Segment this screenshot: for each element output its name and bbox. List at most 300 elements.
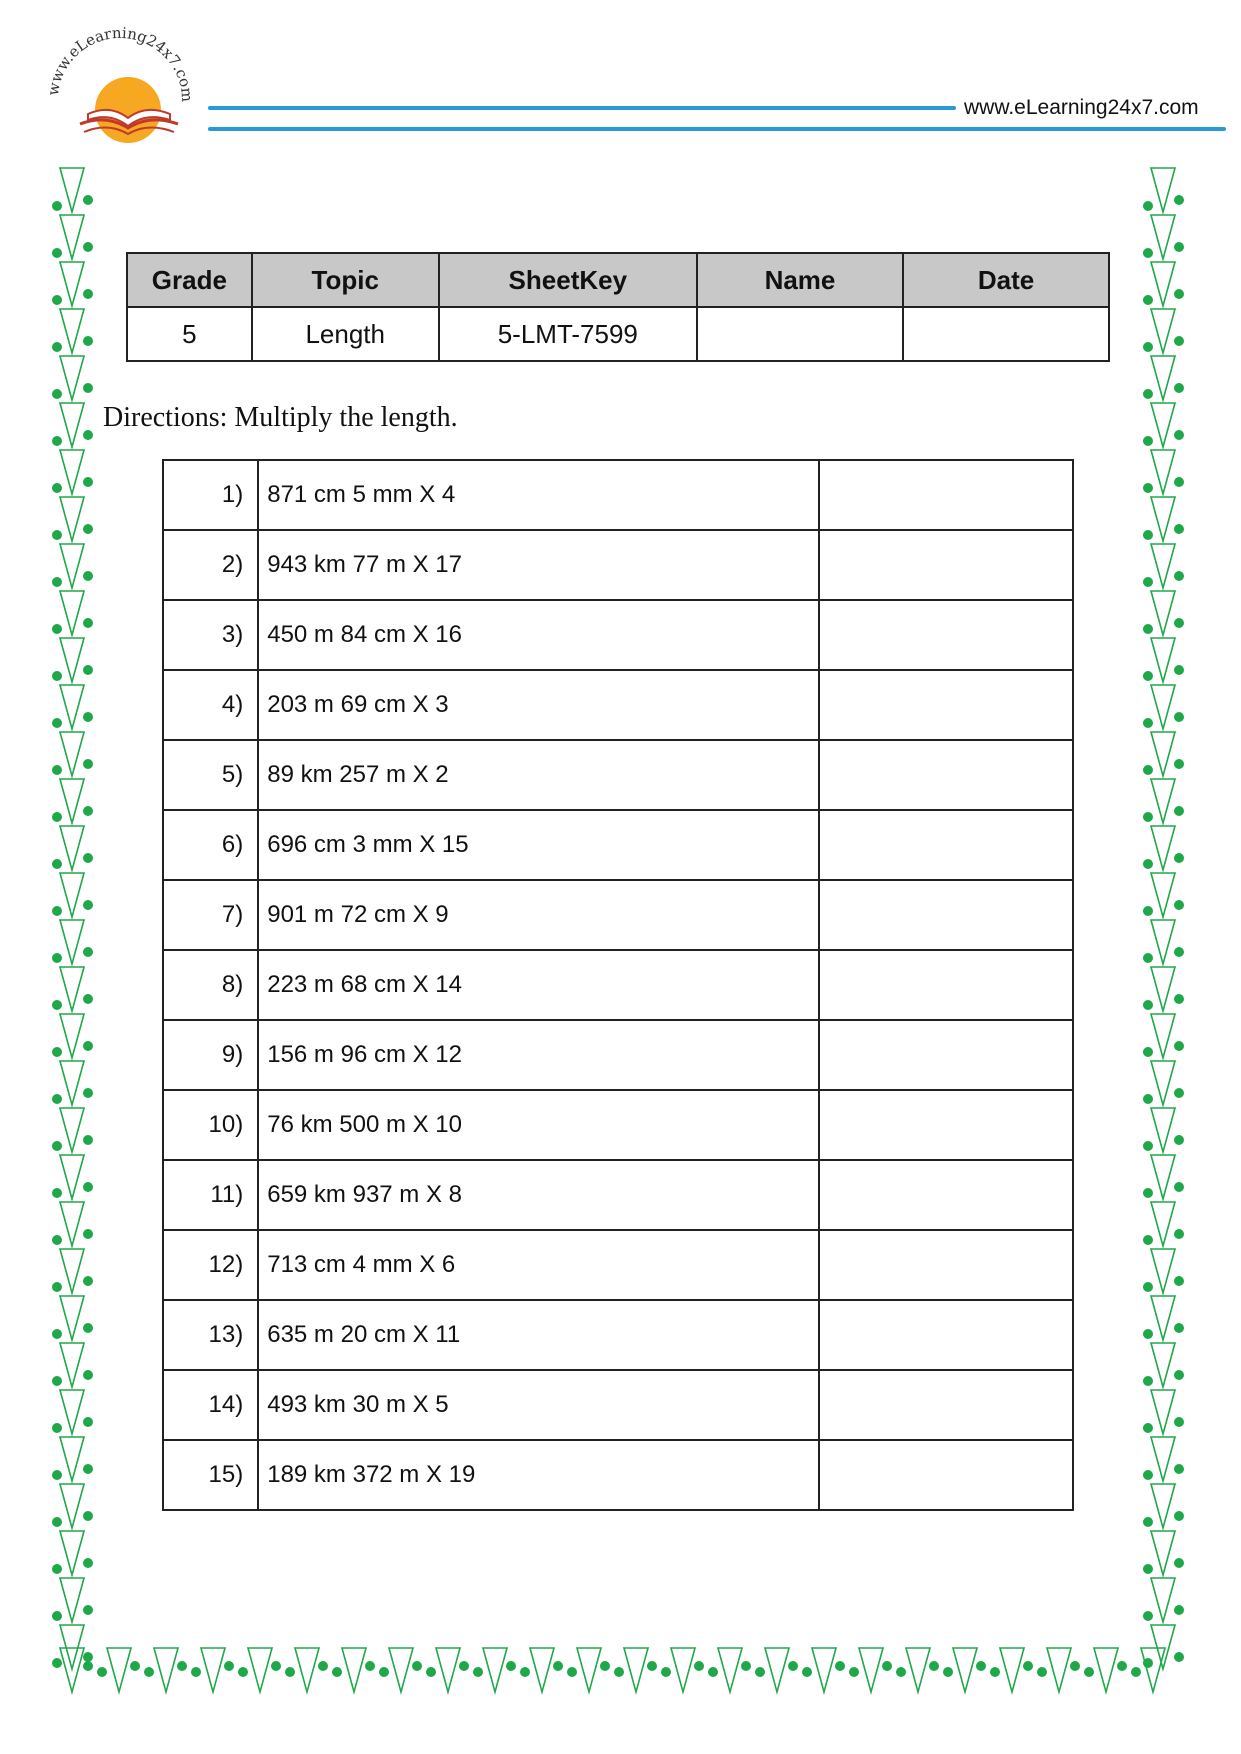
border-dot: [83, 947, 93, 957]
question-text: 89 km 257 m X 2: [258, 740, 819, 810]
date-field[interactable]: [903, 307, 1109, 361]
border-dot: [1174, 665, 1184, 675]
border-triangle: [530, 1648, 554, 1692]
border-triangle: [60, 1484, 84, 1528]
border-triangle: [1151, 1108, 1175, 1152]
border-triangle: [1151, 1531, 1175, 1575]
border-dot: [1143, 906, 1153, 916]
question-row: [163, 1090, 1073, 1160]
border-dot: [1143, 1329, 1153, 1339]
question-text: 223 m 68 cm X 14: [258, 950, 819, 1020]
border-dot: [1143, 1423, 1153, 1433]
border-triangle: [342, 1648, 366, 1692]
border-triangle: [60, 1014, 84, 1058]
border-dot: [1143, 389, 1153, 399]
border-dot: [52, 436, 62, 446]
question-number: 3): [163, 600, 258, 670]
border-dot: [1143, 1094, 1153, 1104]
name-field[interactable]: [697, 307, 903, 361]
border-dot: [52, 906, 62, 916]
border-dot: [379, 1667, 389, 1677]
border-triangle: [248, 1648, 272, 1692]
border-dot: [1143, 812, 1153, 822]
border-dot: [1143, 1611, 1153, 1621]
border-dot: [83, 1135, 93, 1145]
question-row: [163, 1300, 1073, 1370]
border-dot: [52, 201, 62, 211]
border-dot: [1174, 994, 1184, 1004]
border-dot: [1174, 806, 1184, 816]
border-triangle: [1151, 356, 1175, 400]
border-triangle: [60, 1202, 84, 1246]
border-triangle: [107, 1648, 131, 1692]
border-dot: [1174, 947, 1184, 957]
border-dot: [83, 430, 93, 440]
border-dot: [929, 1661, 939, 1671]
question-text: 901 m 72 cm X 9: [258, 880, 819, 950]
border-dot: [1174, 1605, 1184, 1615]
border-dot: [1143, 436, 1153, 446]
border-dot: [130, 1661, 140, 1671]
border-triangle: [953, 1648, 977, 1692]
border-dot: [52, 483, 62, 493]
question-row: [163, 460, 1073, 530]
border-dot: [83, 383, 93, 393]
border-triangle: [60, 1108, 84, 1152]
border-dot: [97, 1667, 107, 1677]
border-triangle: [1151, 1014, 1175, 1058]
border-dot: [1174, 289, 1184, 299]
border-triangle: [60, 1296, 84, 1340]
border-triangle: [906, 1648, 930, 1692]
question-row: [163, 880, 1073, 950]
question-row: [163, 810, 1073, 880]
border-dot: [647, 1661, 657, 1671]
questions-table: [162, 459, 1074, 1511]
border-dot: [473, 1667, 483, 1677]
border-triangle: [60, 873, 84, 917]
border-triangle: [60, 215, 84, 259]
border-triangle: [60, 497, 84, 541]
border-dot: [1143, 1235, 1153, 1245]
border-dot: [1143, 1047, 1153, 1057]
border-dot: [52, 1188, 62, 1198]
border-triangle: [1151, 873, 1175, 917]
border-dot: [1174, 1511, 1184, 1521]
border-triangle: [60, 1155, 84, 1199]
border-dot: [52, 577, 62, 587]
border-dot: [83, 900, 93, 910]
answer-cell[interactable]: [819, 950, 1073, 1020]
border-dot: [1143, 577, 1153, 587]
border-dot: [1174, 1041, 1184, 1051]
header-name: Name: [697, 253, 903, 307]
border-triangle: [1151, 544, 1175, 588]
svg-text:www.eLearning24x7.com: www.eLearning24x7.com: [43, 23, 197, 103]
border-triangle: [60, 638, 84, 682]
border-dot: [802, 1667, 812, 1677]
answer-cell[interactable]: [819, 1090, 1073, 1160]
border-dot: [755, 1667, 765, 1677]
border-dot: [1174, 759, 1184, 769]
border-dot: [1174, 1464, 1184, 1474]
border-dot: [1143, 1517, 1153, 1527]
border-triangle: [1151, 497, 1175, 541]
question-row: [163, 1440, 1073, 1510]
border-dot: [83, 1370, 93, 1380]
question-row: [163, 1230, 1073, 1300]
border-dot: [52, 718, 62, 728]
border-dot: [83, 806, 93, 816]
question-number: 7): [163, 880, 258, 950]
border-dot: [83, 289, 93, 299]
border-dot: [52, 1376, 62, 1386]
border-triangle: [1151, 1437, 1175, 1481]
border-dot: [1174, 1182, 1184, 1192]
border-dot: [1143, 248, 1153, 258]
border-dot: [600, 1661, 610, 1671]
border-dot: [83, 1229, 93, 1239]
question-number: 4): [163, 670, 258, 740]
border-triangle: [1151, 262, 1175, 306]
border-triangle: [60, 732, 84, 776]
border-dot: [1143, 483, 1153, 493]
border-dot: [1084, 1667, 1094, 1677]
question-text: 659 km 937 m X 8: [258, 1160, 819, 1230]
border-dot: [83, 665, 93, 675]
question-number: 5): [163, 740, 258, 810]
border-dot: [238, 1667, 248, 1677]
border-dot: [83, 994, 93, 1004]
border-dot: [1174, 242, 1184, 252]
border-dot: [191, 1667, 201, 1677]
border-triangle: [60, 450, 84, 494]
border-triangle: [1151, 1390, 1175, 1434]
border-triangle: [859, 1648, 883, 1692]
border-triangle: [1151, 1202, 1175, 1246]
border-dot: [177, 1661, 187, 1671]
border-dot: [1174, 571, 1184, 581]
border-dot: [83, 712, 93, 722]
border-dot: [52, 389, 62, 399]
border-dot: [83, 1276, 93, 1286]
border-triangle: [1151, 1155, 1175, 1199]
border-triangle: [60, 1390, 84, 1434]
border-triangle: [295, 1648, 319, 1692]
border-dot: [1143, 624, 1153, 634]
border-triangle: [1151, 309, 1175, 353]
border-triangle: [60, 262, 84, 306]
answer-cell[interactable]: [819, 1160, 1073, 1230]
border-dot: [1174, 618, 1184, 628]
question-number: 11): [163, 1160, 258, 1230]
question-text: 943 km 77 m X 17: [258, 530, 819, 600]
border-dot: [52, 342, 62, 352]
border-dot: [52, 1658, 62, 1668]
question-number: 14): [163, 1370, 258, 1440]
border-dot: [520, 1667, 530, 1677]
border-triangle: [1000, 1648, 1024, 1692]
border-triangle: [1151, 826, 1175, 870]
question-text: 203 m 69 cm X 3: [258, 670, 819, 740]
border-dot: [224, 1661, 234, 1671]
answer-cell[interactable]: [819, 1020, 1073, 1090]
border-dot: [1143, 342, 1153, 352]
border-triangle: [60, 544, 84, 588]
border-dot: [52, 812, 62, 822]
border-dot: [52, 859, 62, 869]
sheetkey-value: 5-LMT-7599: [439, 307, 697, 361]
answer-cell[interactable]: [819, 1300, 1073, 1370]
border-triangle: [1141, 1648, 1165, 1692]
border-dot: [1143, 953, 1153, 963]
border-dot: [943, 1667, 953, 1677]
border-dot: [144, 1667, 154, 1677]
border-triangle: [60, 685, 84, 729]
border-dot: [896, 1667, 906, 1677]
border-triangle: [60, 920, 84, 964]
border-triangle: [765, 1648, 789, 1692]
site-url: www.eLearning24x7.com: [964, 96, 1199, 119]
border-dot: [412, 1661, 422, 1671]
border-dot: [1174, 900, 1184, 910]
border-dot: [1143, 1141, 1153, 1151]
border-dot: [1143, 765, 1153, 775]
border-dot: [1070, 1661, 1080, 1671]
border-dot: [52, 1282, 62, 1292]
topic-value: Length: [252, 307, 439, 361]
border-dot: [1023, 1661, 1033, 1671]
border-triangle: [483, 1648, 507, 1692]
question-text: 189 km 372 m X 19: [258, 1440, 819, 1510]
border-dot: [83, 1652, 93, 1662]
border-dot: [1174, 195, 1184, 205]
border-dot: [1143, 1564, 1153, 1574]
question-row: [163, 1370, 1073, 1440]
question-row: [163, 1160, 1073, 1230]
border-triangle: [1151, 1343, 1175, 1387]
answer-cell[interactable]: [819, 1440, 1073, 1510]
question-text: 713 cm 4 mm X 6: [258, 1230, 819, 1300]
border-dot: [661, 1667, 671, 1677]
border-dot: [332, 1667, 342, 1677]
border-dot: [52, 1047, 62, 1057]
question-text: 696 cm 3 mm X 15: [258, 810, 819, 880]
border-dot: [976, 1661, 986, 1671]
header-topic: Topic: [252, 253, 439, 307]
border-dot: [506, 1661, 516, 1671]
border-dot: [52, 295, 62, 305]
border-dot: [83, 1558, 93, 1568]
question-number: 12): [163, 1230, 258, 1300]
border-triangle: [1151, 1578, 1175, 1622]
border-dot: [1174, 853, 1184, 863]
border-dot: [83, 524, 93, 534]
info-value-row: [127, 307, 1109, 361]
border-dot: [52, 1564, 62, 1574]
question-number: 2): [163, 530, 258, 600]
question-text: 450 m 84 cm X 16: [258, 600, 819, 670]
border-triangle: [1151, 967, 1175, 1011]
border-dot: [1174, 336, 1184, 346]
border-dot: [1174, 1417, 1184, 1427]
border-dot: [1143, 1470, 1153, 1480]
border-dot: [1174, 712, 1184, 722]
border-dot: [285, 1667, 295, 1677]
answer-cell[interactable]: [819, 810, 1073, 880]
border-triangle: [718, 1648, 742, 1692]
border-dot: [1143, 1000, 1153, 1010]
border-dot: [553, 1661, 563, 1671]
question-text: 635 m 20 cm X 11: [258, 1300, 819, 1370]
border-triangle: [1047, 1648, 1071, 1692]
question-number: 9): [163, 1020, 258, 1090]
answer-cell[interactable]: [819, 740, 1073, 810]
directions-text: Directions: Multiply the length.: [103, 402, 458, 433]
border-triangle: [60, 967, 84, 1011]
border-triangle: [1151, 591, 1175, 635]
border-dot: [83, 1041, 93, 1051]
question-row: [163, 530, 1073, 600]
border-dot: [614, 1667, 624, 1677]
border-dot: [83, 853, 93, 863]
border-dot: [52, 1141, 62, 1151]
border-dot: [1174, 1558, 1184, 1568]
border-triangle: [60, 1249, 84, 1293]
border-triangle: [1151, 638, 1175, 682]
border-dot: [318, 1661, 328, 1671]
border-triangle: [1094, 1648, 1118, 1692]
border-dot: [1174, 383, 1184, 393]
border-dot: [83, 1661, 93, 1671]
border-dot: [1174, 1229, 1184, 1239]
border-dot: [835, 1661, 845, 1671]
border-dot: [1174, 524, 1184, 534]
border-dot: [52, 1423, 62, 1433]
border-dot: [694, 1661, 704, 1671]
border-dot: [788, 1661, 798, 1671]
border-dot: [365, 1661, 375, 1671]
border-dot: [1143, 1188, 1153, 1198]
border-dot: [83, 1323, 93, 1333]
border-dot: [1037, 1667, 1047, 1677]
border-dot: [426, 1667, 436, 1677]
border-dot: [708, 1667, 718, 1677]
answer-cell[interactable]: [819, 530, 1073, 600]
border-dot: [567, 1667, 577, 1677]
border-dot: [1174, 430, 1184, 440]
border-triangle: [60, 168, 84, 212]
border-dot: [52, 1517, 62, 1527]
border-triangle: [1151, 1296, 1175, 1340]
border-triangle: [60, 356, 84, 400]
border-triangle: [671, 1648, 695, 1692]
border-dot: [459, 1661, 469, 1671]
border-dot: [52, 530, 62, 540]
border-dot: [52, 1000, 62, 1010]
info-table: [126, 252, 1110, 362]
border-dot: [52, 671, 62, 681]
border-dot: [1143, 671, 1153, 681]
border-triangle: [1151, 403, 1175, 447]
border-dot: [83, 477, 93, 487]
border-triangle: [1151, 685, 1175, 729]
border-dot: [1143, 1282, 1153, 1292]
border-dot: [52, 1094, 62, 1104]
border-triangle: [1151, 1061, 1175, 1105]
answer-cell[interactable]: [819, 600, 1073, 670]
border-dot: [83, 1182, 93, 1192]
answer-cell[interactable]: [819, 670, 1073, 740]
border-triangle: [1151, 215, 1175, 259]
border-dot: [52, 1329, 62, 1339]
border-triangle: [60, 1437, 84, 1481]
question-number: 13): [163, 1300, 258, 1370]
border-dot: [52, 765, 62, 775]
answer-cell[interactable]: [819, 460, 1073, 530]
border-dot: [271, 1661, 281, 1671]
border-triangle: [60, 779, 84, 823]
border-triangle: [1151, 450, 1175, 494]
question-row: [163, 950, 1073, 1020]
border-dot: [1143, 718, 1153, 728]
border-dot: [83, 1511, 93, 1521]
border-dot: [1174, 1088, 1184, 1098]
border-triangle: [60, 826, 84, 870]
border-dot: [52, 248, 62, 258]
border-triangle: [577, 1648, 601, 1692]
border-dot: [741, 1661, 751, 1671]
border-triangle: [1151, 1249, 1175, 1293]
border-triangle: [60, 403, 84, 447]
border-dot: [1143, 201, 1153, 211]
info-header-row: [127, 253, 1109, 307]
border-dot: [83, 242, 93, 252]
border-dot: [52, 624, 62, 634]
question-number: 6): [163, 810, 258, 880]
header-sheetkey: SheetKey: [439, 253, 697, 307]
header-date: Date: [903, 253, 1109, 307]
border-triangle: [1151, 1625, 1175, 1669]
border-dot: [83, 618, 93, 628]
question-number: 10): [163, 1090, 258, 1160]
border-dot: [83, 195, 93, 205]
border-triangle: [201, 1648, 225, 1692]
question-text: 156 m 96 cm X 12: [258, 1020, 819, 1090]
border-triangle: [436, 1648, 460, 1692]
border-dot: [83, 571, 93, 581]
border-triangle: [154, 1648, 178, 1692]
border-triangle: [1151, 732, 1175, 776]
border-dot: [882, 1661, 892, 1671]
question-number: 15): [163, 1440, 258, 1510]
border-triangle: [1151, 1484, 1175, 1528]
question-row: [163, 670, 1073, 740]
answer-cell[interactable]: [819, 1370, 1073, 1440]
question-text: 493 km 30 m X 5: [258, 1370, 819, 1440]
border-triangle: [624, 1648, 648, 1692]
answer-cell[interactable]: [819, 880, 1073, 950]
border-triangle: [1151, 920, 1175, 964]
border-dot: [52, 1235, 62, 1245]
answer-cell[interactable]: [819, 1230, 1073, 1300]
question-row: [163, 740, 1073, 810]
border-dot: [83, 1417, 93, 1427]
border-triangle: [389, 1648, 413, 1692]
border-triangle: [60, 309, 84, 353]
border-triangle: [60, 1343, 84, 1387]
border-dot: [1174, 1135, 1184, 1145]
